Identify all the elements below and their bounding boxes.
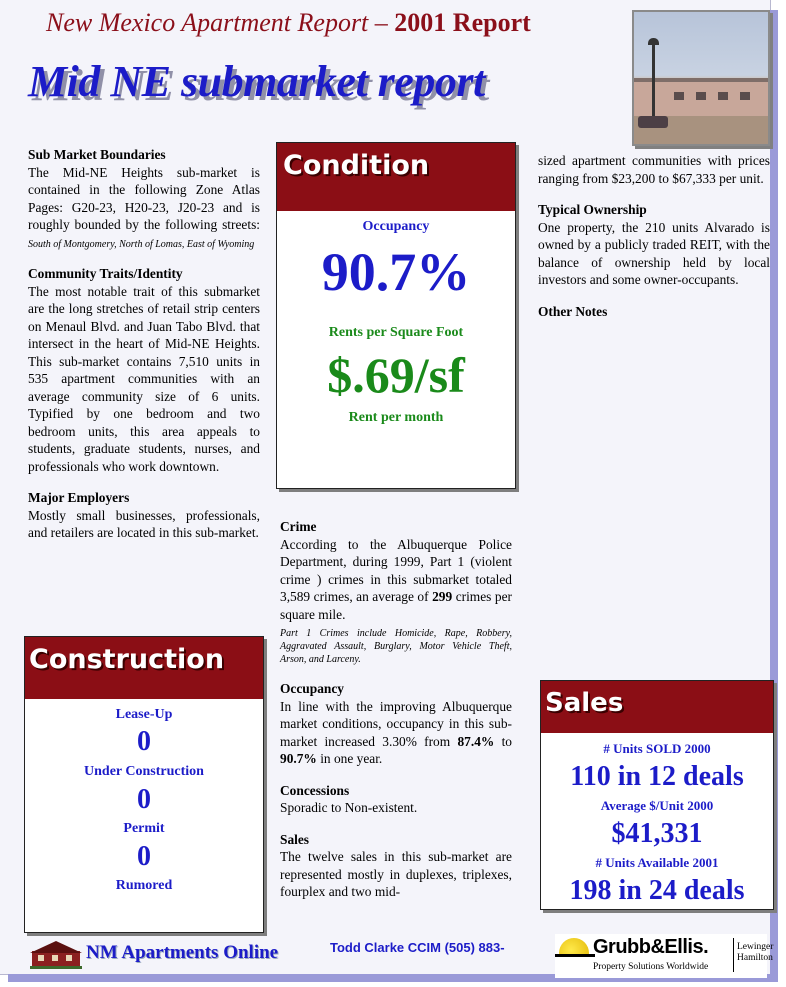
- report-title-year: 2001 Report: [394, 8, 531, 37]
- report-title: [46, 8, 531, 38]
- sales-box-heading: Sales: [541, 681, 773, 733]
- lewinger-hamilton: [737, 942, 773, 964]
- sales-text: The twelve sales in this sub-market are represented mostly in duplexes, triplexes, fourplex and two mid-: [280, 849, 512, 899]
- photo-car: [638, 116, 668, 128]
- notes-heading: Other Notes: [538, 303, 608, 319]
- lease-up-label: Lease-Up: [115, 707, 173, 722]
- permit-value: 0: [137, 841, 151, 872]
- ge-name: Grubb&Ellis.: [593, 936, 709, 958]
- horizon-line: [555, 954, 595, 977]
- occupancy-text: [280, 698, 512, 768]
- logo-divider: [733, 938, 734, 972]
- ownership-heading: Typical Ownership: [538, 202, 647, 217]
- crime-average: 299: [432, 589, 453, 604]
- occupancy-label: Occupancy: [362, 219, 430, 234]
- sales-continued-text: sized apartment communities with prices ranging from $23,200 to $67,333 per unit.: [538, 153, 770, 186]
- photo-window: [674, 92, 684, 100]
- construction-heading: Construction: [25, 637, 263, 699]
- rent-month-label: Rent per month: [348, 410, 444, 425]
- employers-heading: Major Employers: [28, 490, 130, 505]
- left-column: [28, 146, 260, 556]
- condition-heading: Condition: [277, 143, 515, 211]
- photo-lamp-post: [652, 42, 655, 122]
- crime-text: [280, 536, 512, 624]
- occupancy-heading: Occupancy: [280, 681, 344, 696]
- boundaries-heading: Sub Market Boundaries: [28, 147, 166, 162]
- boundaries-body: The Mid-NE Heights sub-market is contained in the following Zone Atlas Pages: G20-23, H20-23, J20-23 and is roughly bounded by the following streets:: [28, 164, 260, 232]
- traits-heading: Community Traits/Identity: [28, 266, 183, 281]
- units-available-label: # Units Available 2001: [595, 855, 719, 870]
- avg-price-label: Average $/Unit 2000: [600, 798, 714, 813]
- photo-window: [696, 92, 706, 100]
- photo-lamp: [648, 38, 659, 45]
- footer-brand: NM Apartments Online: [86, 942, 279, 963]
- permit-label: Permit: [123, 821, 165, 836]
- report-title-italic: New Mexico Apartment Report –: [46, 8, 388, 37]
- crime-body-end: crimes per square mile.: [280, 589, 512, 622]
- lh-line1: Lewinger: [737, 942, 774, 952]
- ownership-text: One property, the 210 units Alvarado is owned by a publicly traded REIT, with the balance of ownership held by local investors and some owner-occupants.: [538, 219, 770, 287]
- occupancy-to-word: to: [501, 733, 512, 749]
- crime-note: Part 1 Crimes include Homicide, Rape, Robbery, Aggravated Assault, Burglary, Motor Vehicle Theft, Arson, and Larceny.: [280, 628, 512, 665]
- concessions-text: Sporadic to Non-existent.: [280, 800, 418, 815]
- sales-box: [540, 680, 774, 910]
- photo-window: [740, 92, 750, 100]
- right-column: [538, 152, 770, 320]
- middle-column: [280, 518, 512, 915]
- apartment-photo: [632, 10, 770, 146]
- units-sold-label: # Units SOLD 2000: [603, 741, 711, 756]
- crime-body: According to the Albuquerque Police Department, during 1999, Part 1 (violent crime ) crimes in this submarket totaled 3,589 crimes, an average of: [280, 536, 512, 604]
- under-construction-label: Under Construction: [84, 764, 204, 779]
- ge-tagline: Property Solutions Worldwide: [593, 962, 709, 972]
- rent-sqft-label: Rents per Square Foot: [328, 325, 464, 340]
- submarket-title: Mid NE submarket report: [28, 57, 485, 106]
- photo-window: [718, 92, 728, 100]
- occupancy-body-end: in one year.: [320, 751, 383, 766]
- traits-text: The most notable trait of this submarket are the long stretches of retail strip centers on Menaul Blvd. and Juan Tabo Blvd. that intersect in the heart of Mid-NE Heights. This sub-market contains 7,510 units in 535 apartment communities with an average community size of 6 units. Typified by one bedroom and two bedroom units, this area appeals to students, graduate students, nurses, and professionals who work downtown.: [28, 283, 260, 474]
- occupancy-from: 87.4%: [457, 733, 495, 749]
- footer-contact: Todd Clarke CCIM (505) 883-: [330, 940, 505, 955]
- lease-up-value: 0: [137, 726, 151, 757]
- occupancy-body: In line with the improving Albuquerque market conditions, occupancy in this sub-market increased 3.30% from: [280, 698, 512, 749]
- units-sold-value: 110 in 12 deals: [570, 761, 744, 792]
- lh-line2: Hamilton: [737, 953, 773, 963]
- construction-box: [24, 636, 264, 933]
- house-logo-icon: [30, 939, 82, 969]
- rumored-label: Rumored: [115, 878, 173, 893]
- sales-heading: Sales: [280, 831, 310, 847]
- occupancy-to: 90.7%: [280, 751, 317, 766]
- under-construction-value: 0: [137, 784, 151, 815]
- boundaries-text: [28, 164, 260, 252]
- condition-box: [276, 142, 516, 489]
- units-available-value: 198 in 24 deals: [569, 875, 745, 906]
- concessions-heading: Concessions: [280, 782, 350, 798]
- employers-text: Mostly small businesses, professionals, and retailers are located in this sub-market.: [28, 507, 260, 540]
- boundaries-streets: South of Montgomery, North of Lomas, East of Wyoming: [28, 238, 255, 250]
- occupancy-value: 90.7%: [321, 242, 471, 302]
- rent-sqft-value: $.69/sf: [327, 347, 465, 403]
- crime-heading: Crime: [280, 519, 317, 534]
- grubb-ellis-logo: [555, 934, 774, 978]
- avg-price-value: $41,331: [611, 818, 703, 849]
